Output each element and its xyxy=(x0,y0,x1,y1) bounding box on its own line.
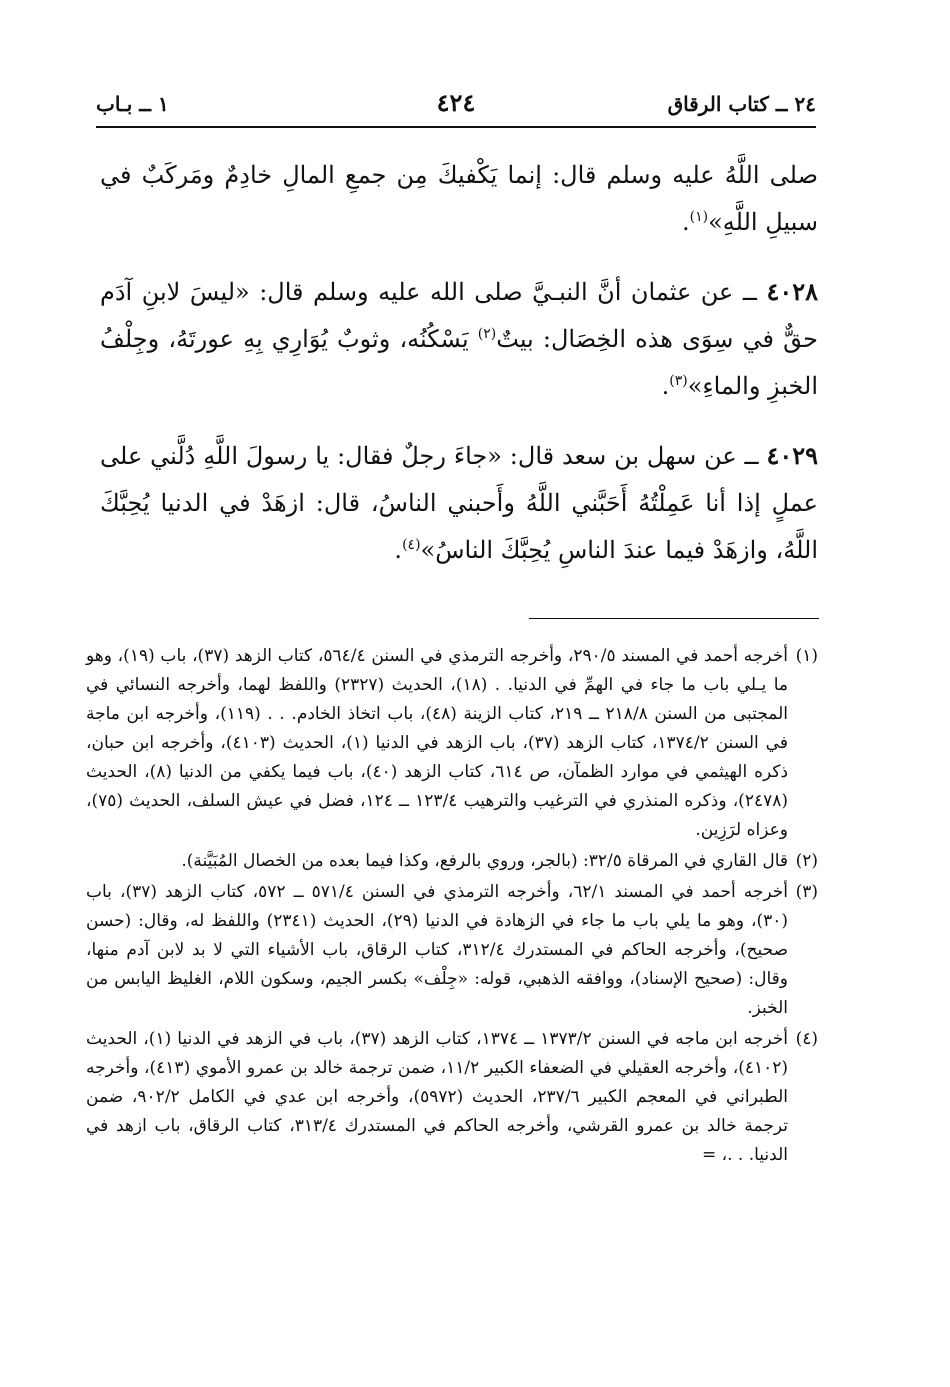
footnotes xyxy=(86,642,818,1172)
footnote-text: أخرجه أحمد في المسند ٢٩٠/٥، وأخرجه الترمذي في السنن ٥٦٤/٤، كتاب الزهد (٣٧)، باب (١٩)، وهو ما يـلي باب ما جاء في الهمِّ في الدنيا. . (١٨)، الحديث (٢٣٢٧) واللفظ لهما، وأخرجه النسائي في المجتبى من السنن ٢١٨/٨ ــ ٢١٩، كتاب الزينة (٤٨)، باب اتخاذ الخادم. . . (١١٩)، وأخرجه ابن ماجة في السنن ١٣٧٤/٢، كتاب الزهد (٣٧)، باب الزهد في الدنيا (١)، الحديث (٤١٠٣)، وأخرجه ابن حبان، ذكره الهيثمي في موارد الظمآن، ص ٦١٤، كتاب الزهد (٤٠)، باب فيما يكفي من الدنيا (٨)، الحديث (٢٤٧٨)، وذكره المنذري في الترغيب والترهيب ١٢٣/٤ ــ ١٢٤، فضل في عيش السلف، الحديث (٧٥)، وعزاه لرَزِين. xyxy=(86,646,789,840)
hadith-paragraph xyxy=(100,432,818,574)
hadith-text: صلى اللَّهُ عليه وسلم قال: إنما يَكْفيكَ مِن جمعِ المالِ خادِمٌ ومَركَبٌ في سبيلِ اللَّهِ» xyxy=(100,161,818,236)
footnote xyxy=(86,847,818,876)
page-header xyxy=(96,86,816,128)
footnote-ref: (١) xyxy=(689,209,709,225)
hadith-number: ٤٠٢٩ xyxy=(766,441,818,470)
hadith-number: ٤٠٢٨ xyxy=(766,277,818,306)
main-text xyxy=(100,152,818,596)
paragraph-end: . xyxy=(682,208,690,236)
footnote-separator xyxy=(529,618,819,619)
hadith-paragraph xyxy=(100,152,818,246)
paragraph-end: . xyxy=(394,536,403,564)
footnote-text: أخرجه ابن ماجه في السنن ١٣٧٣/٢ ــ ١٣٧٤، كتاب الزهد (٣٧)، باب في الزهد في الدنيا (١)، الحديث (٤١٠٢)، وأخرجه العقيلي في الضعفاء الكبير ١١/٢، ضمن ترجمة خالد بن عمرو الأموي (٤١٣)، وأخرجه الطبراني في المعجم الكبير ٢٣٧/٦، الحديث (٥٩٧٢)، وأخرجه ابن عدي في الكامل ٩٠٢/٢، ضمن ترجمة خالد بن عمرو القرشي، وأخرجه الحاكم في المستدرك ٣١٣/٤، كتاب الرقاق، باب ازهد في الدنيا. . .، = xyxy=(86,1029,789,1165)
footnote xyxy=(86,878,818,1023)
hadith-text: ــ عن عثمان أنَّ النبـيَّ صلى الله عليه وسلم قال: «ليسَ لابنِ آدَم حقٌّ في سِوَى هذه الخِصَال: بيتٌ xyxy=(100,278,819,353)
chapter-title: ١ ــ بـاب xyxy=(96,92,169,116)
hadith-text-cont: يَسْكُنُه، وثوبٌ يُوَارِي بِهِ عورتَهُ، وجِلْفُ الخبزِ والماءِ» xyxy=(100,325,818,400)
footnote-text: أخرجه أحمد في المسند ٦٢/١، وأخرجه الترمذي في السنن ٥٧١/٤ ــ ٥٧٢، كتاب الزهد (٣٧)، باب (٣٠)، وهو ما يلي باب ما جاء في الزهادة في الدنيا (٢٩)، الحديث (٢٣٤١) واللفظ له، وقال: (حسن صحيح)، وأخرجه الحاكم في المستدرك ٣١٢/٤، كتاب الرقاق، باب الأشياء التي لا بد لابن آدم منها، وقال: (صحيح الإسناد)، ووافقه الذهبي، قوله: «جِلْف» بكسر الجيم، وسكون اللام، الغليظ اليابس من الخبز. xyxy=(86,882,788,1018)
footnote-text: قال القاري في المرقاة ٣٢/٥: (بالجر، وروي بالرفع، وكذا فيما بعده من الخصال المُبَيَّنة). xyxy=(181,851,788,871)
hadith-paragraph xyxy=(100,268,818,410)
page-number: ٤٢٤ xyxy=(436,88,476,117)
footnote-ref: (٤) xyxy=(402,537,421,553)
footnote xyxy=(86,642,818,845)
footnote-marker: (١) xyxy=(795,646,818,666)
footnote-marker: (٣) xyxy=(795,882,818,902)
footnote xyxy=(86,1025,818,1170)
book-title: ٢٤ ــ كتاب الرقاق xyxy=(667,92,816,116)
paragraph-end: . xyxy=(661,372,670,400)
footnote-ref: (٢) xyxy=(477,326,497,342)
hadith-text: ــ عن سهل بن سعد قال: «جاءَ رجلٌ فقال: يا رسولَ اللَّهِ دُلَّني على عملٍ إذا أنا عَمِلْتُهُ أَحَبَّني اللَّهُ وأَحبني الناسُ، قال: ازهَدْ في الدنيا يُحِبَّكَ اللَّهُ، وازهَدْ فيما عندَ الناسِ يُحِبَّكَ الناسُ» xyxy=(100,442,818,564)
footnote-marker: (٤) xyxy=(795,1029,818,1049)
footnote-ref: (٣) xyxy=(669,373,688,389)
footnote-marker: (٢) xyxy=(795,851,818,871)
